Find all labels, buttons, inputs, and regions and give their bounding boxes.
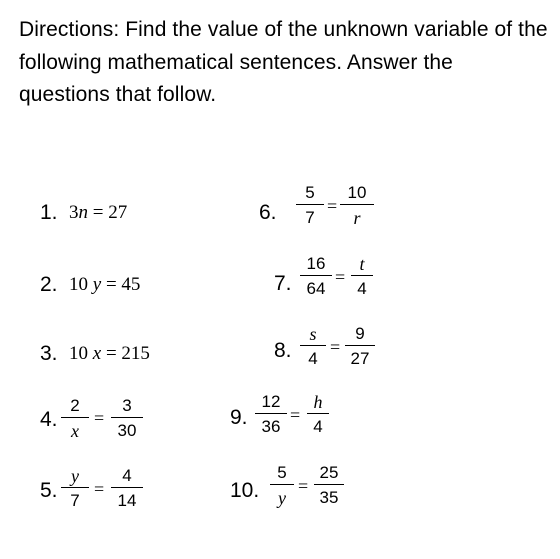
- fraction-bar: [61, 417, 89, 418]
- fraction-right: [340, 183, 374, 228]
- fraction-bar: [111, 417, 143, 418]
- equation-rhs: = 215: [105, 343, 150, 364]
- fraction-bar: [270, 484, 294, 485]
- denominator: 4: [313, 417, 323, 436]
- variable: n: [78, 202, 88, 223]
- coefficient: 10: [69, 274, 88, 295]
- problem-number: 5.: [40, 479, 58, 502]
- numerator: 2: [70, 396, 80, 415]
- denominator: y: [278, 488, 286, 508]
- denominator: 27: [350, 349, 370, 368]
- fraction-left: [61, 396, 89, 441]
- fraction-bar: [300, 275, 332, 276]
- fraction-bar: [300, 345, 326, 346]
- equals-sign: =: [94, 408, 105, 428]
- equation-rhs: = 45: [105, 274, 141, 295]
- denominator: 4: [357, 279, 367, 298]
- numerator: s: [309, 324, 317, 344]
- fraction-bar: [314, 484, 344, 485]
- numerator: 5: [305, 183, 315, 202]
- denominator: 64: [306, 279, 326, 298]
- equals-sign: =: [290, 405, 301, 425]
- denominator: r: [353, 208, 361, 228]
- fraction-left: [270, 463, 294, 508]
- denominator: 4: [308, 349, 318, 368]
- fraction-bar: [345, 345, 375, 346]
- numerator: t: [359, 254, 365, 274]
- problem-number: 1.: [40, 201, 58, 224]
- fraction-bar: [307, 413, 329, 414]
- variable: x: [92, 343, 102, 364]
- fraction-bar: [296, 204, 324, 205]
- numerator: 9: [355, 324, 365, 343]
- numerator: 25: [319, 463, 339, 482]
- problem-number: 10.: [230, 479, 260, 502]
- directions-text: Directions: Find the value of the unknown variable of the following mathematical sentences. Answer the questions that follow.: [19, 18, 548, 106]
- numerator: 5: [277, 463, 287, 482]
- numerator: y: [71, 466, 79, 486]
- equals-sign: =: [330, 337, 341, 357]
- numerator: 4: [122, 466, 132, 485]
- fraction-right: [111, 466, 143, 511]
- numerator: 16: [306, 254, 326, 273]
- equals-sign: =: [298, 476, 309, 496]
- equals-sign: =: [94, 479, 105, 499]
- denominator: 7: [70, 491, 80, 510]
- fraction-bar: [340, 204, 374, 205]
- denominator: x: [71, 421, 79, 441]
- fraction-left: [300, 254, 332, 299]
- fraction-bar: [111, 487, 143, 488]
- problem-number: 4.: [40, 408, 58, 431]
- coefficient: 10: [69, 343, 88, 364]
- numerator: 10: [347, 183, 367, 202]
- fraction-left: [296, 183, 324, 228]
- equation: [69, 343, 150, 365]
- equation: [69, 274, 140, 296]
- numerator: 12: [261, 392, 281, 411]
- fraction-bar: [255, 413, 287, 414]
- variable: y: [92, 274, 102, 295]
- equals-sign: =: [327, 196, 338, 216]
- coefficient: 3: [69, 202, 79, 223]
- problem-number: 3.: [40, 342, 58, 365]
- numerator: h: [313, 392, 323, 412]
- equation-rhs: = 27: [92, 202, 128, 223]
- fraction-left: [300, 324, 326, 369]
- denominator: 7: [305, 208, 315, 227]
- fraction-right: [345, 324, 375, 369]
- equals-sign: =: [335, 267, 346, 287]
- denominator: 36: [261, 417, 281, 436]
- fraction-bar: [61, 487, 89, 488]
- numerator: 3: [122, 396, 132, 415]
- denominator: 30: [117, 421, 137, 440]
- fraction-left: [255, 392, 287, 437]
- problem-number: 2.: [40, 273, 58, 296]
- denominator: 14: [117, 491, 137, 510]
- fraction-right: [307, 392, 329, 437]
- fraction-right: [314, 463, 344, 508]
- fraction-right: [111, 396, 143, 441]
- denominator: 35: [319, 488, 339, 507]
- fraction-bar: [351, 275, 373, 276]
- problem-number: 7.: [274, 272, 292, 295]
- problem-number: 6.: [259, 201, 277, 224]
- fraction-left: [61, 466, 89, 511]
- equation: [69, 202, 127, 224]
- problem-number: 9.: [230, 406, 248, 429]
- fraction-right: [351, 254, 373, 299]
- problem-number: 8.: [274, 339, 292, 362]
